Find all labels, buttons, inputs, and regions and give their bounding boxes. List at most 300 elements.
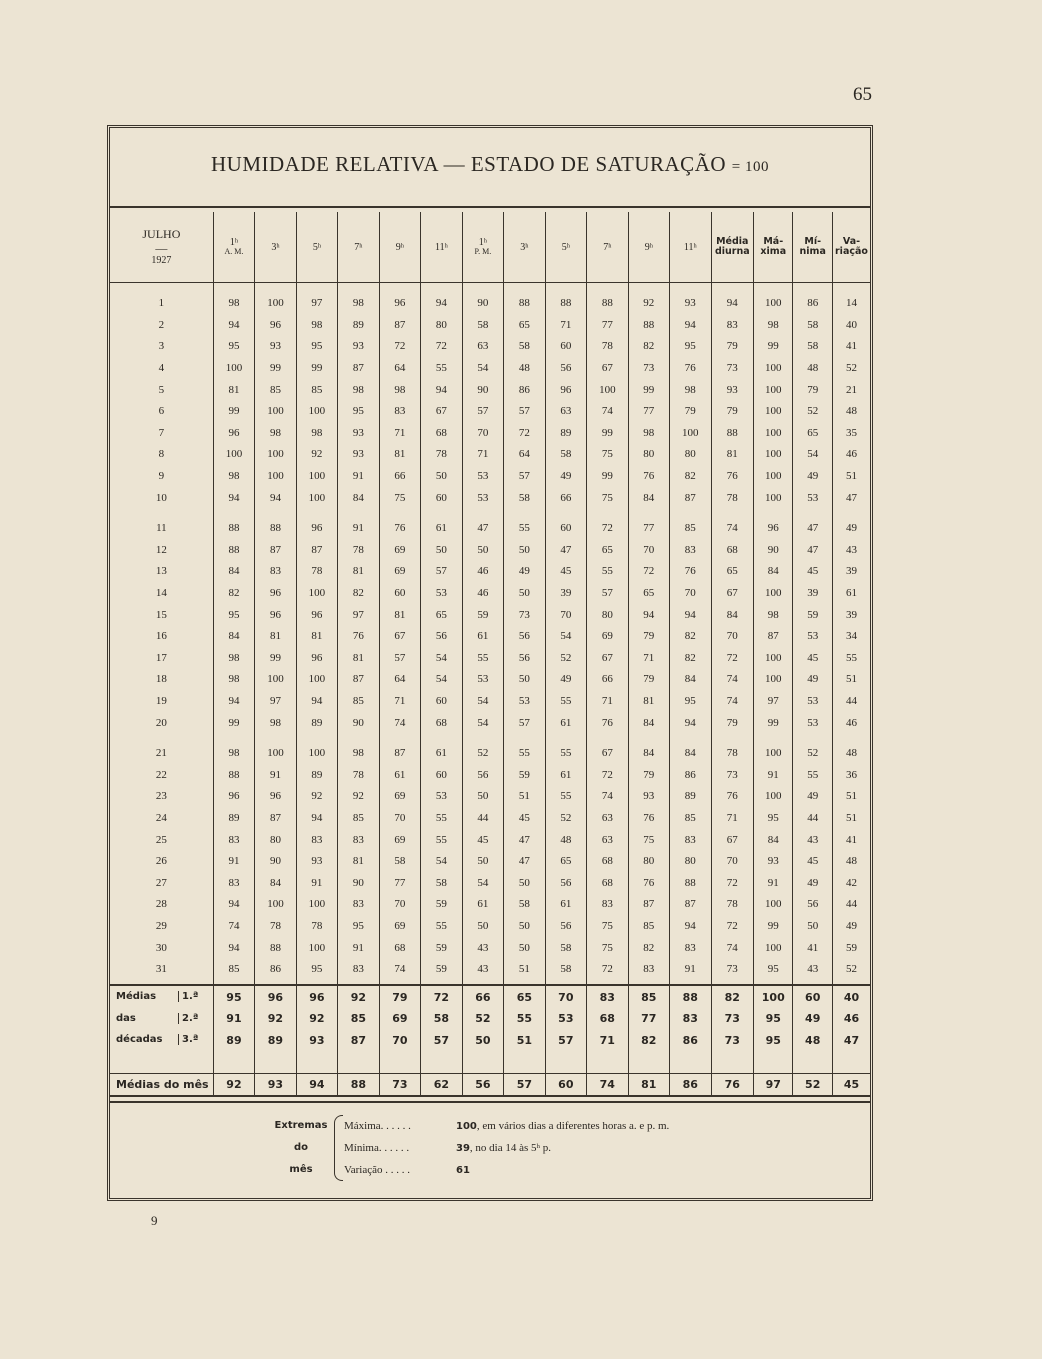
- spacer-cell: [587, 734, 628, 743]
- month-mean-value: 81: [628, 1073, 669, 1096]
- decade-value: 70: [379, 1030, 420, 1052]
- month-mean-value: 52: [793, 1073, 832, 1096]
- value-cell: 87: [338, 358, 379, 380]
- table-row: [110, 466, 870, 488]
- value-cell: 48: [832, 743, 870, 765]
- value-cell: 21: [832, 379, 870, 401]
- value-cell: 53: [421, 786, 462, 808]
- value-cell: 98: [255, 423, 296, 445]
- value-cell: 100: [754, 894, 793, 916]
- spacer-cell: [379, 1051, 420, 1073]
- value-cell: 85: [255, 379, 296, 401]
- value-cell: 58: [504, 487, 545, 509]
- spacer-cell: [670, 509, 711, 518]
- value-cell: 83: [670, 829, 711, 851]
- value-cell: 63: [462, 336, 503, 358]
- value-cell: 87: [255, 808, 296, 830]
- value-cell: 68: [587, 872, 628, 894]
- extremes-label-2: do: [293, 1142, 309, 1153]
- humidity-table: [110, 212, 870, 1097]
- value-cell: 54: [421, 648, 462, 670]
- value-cell: 96: [754, 518, 793, 540]
- value-cell: 77: [379, 872, 420, 894]
- value-cell: 100: [754, 379, 793, 401]
- value-cell: 81: [296, 626, 337, 648]
- hour-header: [462, 212, 503, 283]
- value-cell: 80: [670, 851, 711, 873]
- value-cell: 75: [379, 487, 420, 509]
- value-cell: 78: [296, 916, 337, 938]
- decade-value: 69: [379, 1008, 420, 1030]
- value-cell: 57: [379, 648, 420, 670]
- day-cell: 18: [155, 673, 167, 686]
- value-cell: 99: [628, 379, 669, 401]
- value-cell: 93: [255, 336, 296, 358]
- minima-header-line-2: nima: [799, 246, 826, 257]
- value-cell: 56: [545, 872, 586, 894]
- value-cell: 100: [754, 444, 793, 466]
- spacer-row: [110, 283, 870, 294]
- value-cell: 98: [213, 293, 254, 315]
- decade-value: 86: [670, 1030, 711, 1052]
- spacer-cell: [504, 283, 545, 294]
- value-cell: 98: [213, 743, 254, 765]
- value-cell: 65: [587, 540, 628, 562]
- value-cell: 89: [338, 315, 379, 337]
- value-cell: 49: [793, 872, 832, 894]
- value-cell: 55: [545, 786, 586, 808]
- extreme-note: , em vários dias a diferentes horas a. e p. m.: [476, 1120, 670, 1132]
- hour-header: [296, 212, 337, 283]
- decade-value: 40: [832, 985, 870, 1008]
- value-cell: 65: [504, 315, 545, 337]
- value-cell: 99: [255, 358, 296, 380]
- spacer-cell: [421, 734, 462, 743]
- value-cell: 87: [670, 894, 711, 916]
- value-cell: 69: [379, 786, 420, 808]
- value-cell: 43: [793, 959, 832, 981]
- variacao-header: [832, 212, 870, 283]
- decade-value: 71: [587, 1030, 628, 1052]
- value-cell: 65: [628, 583, 669, 605]
- spacer-cell: [545, 509, 586, 518]
- hour-label: 7ʰ: [603, 241, 612, 253]
- month-mean-value: 97: [754, 1073, 793, 1096]
- value-cell: 57: [504, 712, 545, 734]
- value-cell: 55: [504, 518, 545, 540]
- value-cell: 95: [296, 336, 337, 358]
- value-cell: 99: [754, 336, 793, 358]
- value-cell: 74: [711, 518, 754, 540]
- spacer-cell: [255, 734, 296, 743]
- value-cell: 54: [421, 851, 462, 873]
- day-cell: 21: [155, 747, 167, 760]
- decade-value: 48: [793, 1030, 832, 1052]
- value-cell: 72: [587, 764, 628, 786]
- value-cell: 100: [255, 743, 296, 765]
- value-cell: 71: [462, 444, 503, 466]
- table-body: [110, 283, 870, 1097]
- spacer-cell: [754, 509, 793, 518]
- day-cell: 2: [158, 318, 165, 331]
- value-cell: 94: [670, 315, 711, 337]
- value-cell: 79: [711, 401, 754, 423]
- value-cell: 58: [545, 959, 586, 981]
- value-cell: 100: [754, 423, 793, 445]
- table-row: [110, 894, 870, 916]
- value-cell: 95: [338, 401, 379, 423]
- value-cell: 47: [545, 540, 586, 562]
- value-cell: 49: [793, 786, 832, 808]
- hour-header: [379, 212, 420, 283]
- value-cell: 83: [670, 540, 711, 562]
- value-cell: 100: [296, 894, 337, 916]
- value-cell: 50: [462, 786, 503, 808]
- value-cell: 89: [213, 808, 254, 830]
- value-cell: 92: [296, 444, 337, 466]
- value-cell: 60: [421, 691, 462, 713]
- hour-header: [213, 212, 254, 283]
- value-cell: 49: [793, 466, 832, 488]
- value-cell: 74: [711, 691, 754, 713]
- value-cell: 84: [255, 872, 296, 894]
- value-cell: 100: [754, 743, 793, 765]
- value-cell: 78: [296, 561, 337, 583]
- value-cell: 97: [255, 691, 296, 713]
- value-cell: 100: [754, 648, 793, 670]
- value-cell: 54: [462, 712, 503, 734]
- day-cell: 29: [155, 919, 167, 932]
- value-cell: 96: [296, 518, 337, 540]
- decade-value: 57: [421, 1030, 462, 1052]
- value-cell: 74: [213, 916, 254, 938]
- table-row: [110, 872, 870, 894]
- value-cell: 58: [462, 315, 503, 337]
- month-mean-value: 88: [338, 1073, 379, 1096]
- spacer-cell: [670, 1051, 711, 1073]
- value-cell: 81: [379, 444, 420, 466]
- value-cell: 67: [587, 648, 628, 670]
- value-cell: 88: [670, 872, 711, 894]
- value-cell: 93: [338, 444, 379, 466]
- value-cell: 54: [545, 626, 586, 648]
- value-cell: 93: [754, 851, 793, 873]
- value-cell: 93: [628, 786, 669, 808]
- value-cell: 78: [338, 764, 379, 786]
- value-cell: 90: [462, 379, 503, 401]
- value-cell: 95: [754, 959, 793, 981]
- value-cell: 55: [504, 743, 545, 765]
- value-cell: 53: [462, 487, 503, 509]
- spacer-cell: [832, 1051, 870, 1073]
- value-cell: 100: [213, 444, 254, 466]
- value-cell: 78: [421, 444, 462, 466]
- extreme-value: 100: [456, 1121, 477, 1132]
- table-row: [110, 444, 870, 466]
- value-cell: 98: [213, 669, 254, 691]
- value-cell: 100: [754, 786, 793, 808]
- value-cell: 72: [711, 916, 754, 938]
- value-cell: 94: [213, 691, 254, 713]
- value-cell: 54: [421, 669, 462, 691]
- value-cell: 76: [628, 872, 669, 894]
- value-cell: 52: [832, 959, 870, 981]
- value-cell: 98: [296, 423, 337, 445]
- spacer-cell: [670, 283, 711, 294]
- decade-value: 77: [628, 1008, 669, 1030]
- day-cell: 27: [155, 876, 167, 889]
- value-cell: 46: [462, 561, 503, 583]
- value-cell: 99: [296, 358, 337, 380]
- value-cell: 100: [296, 669, 337, 691]
- value-cell: 46: [832, 444, 870, 466]
- value-cell: 100: [587, 379, 628, 401]
- value-cell: 81: [255, 626, 296, 648]
- value-cell: 58: [421, 872, 462, 894]
- decade-label-text: décadas: [116, 1034, 163, 1046]
- value-cell: 39: [545, 583, 586, 605]
- value-cell: 63: [587, 829, 628, 851]
- spacer-cell: [754, 283, 793, 294]
- spacer-cell: [379, 509, 420, 518]
- value-cell: 49: [832, 916, 870, 938]
- value-cell: 72: [628, 561, 669, 583]
- value-cell: 70: [628, 540, 669, 562]
- value-cell: 100: [754, 583, 793, 605]
- value-cell: 84: [711, 604, 754, 626]
- value-cell: 64: [379, 358, 420, 380]
- value-cell: 91: [670, 959, 711, 981]
- spacer-cell: [110, 1051, 213, 1073]
- value-cell: 75: [587, 487, 628, 509]
- value-cell: 53: [421, 583, 462, 605]
- value-cell: 94: [670, 916, 711, 938]
- day-cell: 14: [155, 587, 167, 600]
- spacer-cell: [213, 1051, 254, 1073]
- decade-value: 89: [255, 1030, 296, 1052]
- value-cell: 94: [421, 293, 462, 315]
- spacer-cell: [379, 283, 420, 294]
- value-cell: 68: [711, 540, 754, 562]
- hour-label: 11ʰ: [683, 241, 697, 253]
- decade-value: 87: [338, 1030, 379, 1052]
- value-cell: 45: [793, 561, 832, 583]
- decade-value: 51: [504, 1030, 545, 1052]
- hour-label: 9ʰ: [644, 241, 653, 253]
- value-cell: 70: [462, 423, 503, 445]
- value-cell: 83: [628, 959, 669, 981]
- value-cell: 57: [504, 401, 545, 423]
- spacer-cell: [754, 1051, 793, 1073]
- value-cell: 85: [296, 379, 337, 401]
- value-cell: 14: [832, 293, 870, 315]
- media-diurna-header: [711, 212, 754, 283]
- value-cell: 88: [504, 293, 545, 315]
- value-cell: 90: [255, 851, 296, 873]
- value-cell: 100: [296, 743, 337, 765]
- media-diurna-header-line-2: diurna: [714, 246, 750, 257]
- spacer-cell: [793, 734, 832, 743]
- day-cell: 22: [155, 768, 167, 781]
- value-cell: 67: [711, 583, 754, 605]
- table-row: [110, 916, 870, 938]
- value-cell: 94: [213, 315, 254, 337]
- decade-value: 47: [832, 1030, 870, 1052]
- value-cell: 82: [670, 626, 711, 648]
- value-cell: 89: [670, 786, 711, 808]
- spacer-cell: [670, 734, 711, 743]
- value-cell: 84: [754, 829, 793, 851]
- decade-value: 96: [296, 985, 337, 1008]
- value-cell: 90: [338, 712, 379, 734]
- value-cell: 57: [587, 583, 628, 605]
- value-cell: 87: [379, 743, 420, 765]
- month-mean-value: 60: [545, 1073, 586, 1096]
- table-row: [110, 315, 870, 337]
- value-cell: 71: [379, 691, 420, 713]
- spacer-cell: [545, 734, 586, 743]
- value-cell: 77: [587, 315, 628, 337]
- spacer-cell: [110, 734, 213, 743]
- value-cell: 61: [462, 626, 503, 648]
- decade-value: 82: [711, 985, 754, 1008]
- hour-header: [587, 212, 628, 283]
- value-cell: 73: [711, 959, 754, 981]
- value-cell: 70: [711, 851, 754, 873]
- value-cell: 50: [504, 937, 545, 959]
- extreme-key: Máxima. . . . . .: [344, 1120, 411, 1132]
- value-cell: 93: [711, 379, 754, 401]
- value-cell: 60: [545, 336, 586, 358]
- month-mean-value: 56: [462, 1073, 503, 1096]
- variacao-header-line-2: riação: [835, 246, 868, 257]
- day-cell: 23: [155, 790, 167, 803]
- decade-value: 83: [587, 985, 628, 1008]
- value-cell: 51: [504, 959, 545, 981]
- value-cell: 65: [421, 604, 462, 626]
- decade-value: 85: [628, 985, 669, 1008]
- value-cell: 36: [832, 764, 870, 786]
- value-cell: 87: [379, 315, 420, 337]
- value-cell: 53: [462, 669, 503, 691]
- day-cell: 1: [158, 297, 165, 310]
- spacer-cell: [296, 283, 337, 294]
- value-cell: 100: [255, 444, 296, 466]
- extreme-row: [344, 1137, 669, 1159]
- value-cell: 86: [504, 379, 545, 401]
- value-cell: 52: [793, 743, 832, 765]
- spacer-cell: [421, 283, 462, 294]
- table-title: [110, 152, 870, 177]
- value-cell: 97: [338, 604, 379, 626]
- value-cell: 49: [832, 518, 870, 540]
- value-cell: 80: [628, 851, 669, 873]
- table-row: [110, 561, 870, 583]
- hour-label: 5ʰ: [312, 241, 322, 253]
- value-cell: 78: [711, 743, 754, 765]
- value-cell: 51: [504, 786, 545, 808]
- spacer-cell: [793, 509, 832, 518]
- spacer-cell: [711, 1051, 754, 1073]
- day-cell: 7: [158, 426, 165, 439]
- table-row: [110, 764, 870, 786]
- decade-value: 79: [379, 985, 420, 1008]
- value-cell: 85: [670, 808, 711, 830]
- month-mean-value: 94: [296, 1073, 337, 1096]
- table-row: [110, 808, 870, 830]
- month-mean-value: 74: [587, 1073, 628, 1096]
- hour-header: [255, 212, 296, 283]
- decade-value: 68: [587, 1008, 628, 1030]
- value-cell: 94: [421, 379, 462, 401]
- table-row: [110, 379, 870, 401]
- value-cell: 52: [462, 743, 503, 765]
- value-cell: 88: [255, 518, 296, 540]
- value-cell: 81: [338, 648, 379, 670]
- decade-value: 95: [754, 1008, 793, 1030]
- value-cell: 83: [296, 829, 337, 851]
- value-cell: 58: [793, 336, 832, 358]
- value-cell: 98: [255, 712, 296, 734]
- value-cell: 45: [462, 829, 503, 851]
- value-cell: 56: [545, 916, 586, 938]
- value-cell: 64: [504, 444, 545, 466]
- extremes-label-1: Extremas: [274, 1120, 328, 1131]
- value-cell: 82: [338, 583, 379, 605]
- hour-label: 1ʰ: [229, 237, 239, 249]
- extreme-key: Mínima. . . . . .: [344, 1142, 410, 1154]
- value-cell: 76: [670, 561, 711, 583]
- value-cell: 73: [711, 764, 754, 786]
- value-cell: 100: [754, 466, 793, 488]
- value-cell: 86: [793, 293, 832, 315]
- day-cell: 25: [155, 833, 167, 846]
- value-cell: 68: [587, 851, 628, 873]
- value-cell: 95: [338, 916, 379, 938]
- value-cell: 47: [832, 487, 870, 509]
- value-cell: 95: [670, 336, 711, 358]
- value-cell: 57: [504, 466, 545, 488]
- value-cell: 71: [545, 315, 586, 337]
- value-cell: 92: [628, 293, 669, 315]
- decade-label: [110, 1030, 213, 1052]
- value-cell: 61: [545, 712, 586, 734]
- spacer-cell: [711, 509, 754, 518]
- table-row: [110, 626, 870, 648]
- value-cell: 60: [421, 764, 462, 786]
- value-cell: 54: [793, 444, 832, 466]
- value-cell: 69: [379, 916, 420, 938]
- table-row: [110, 293, 870, 315]
- value-cell: 100: [754, 669, 793, 691]
- value-cell: 83: [379, 401, 420, 423]
- value-cell: 89: [545, 423, 586, 445]
- value-cell: 55: [421, 808, 462, 830]
- value-cell: 67: [421, 401, 462, 423]
- value-cell: 81: [213, 379, 254, 401]
- hour-label: 9ʰ: [395, 241, 404, 253]
- spacer-cell: [462, 734, 503, 743]
- value-cell: 53: [793, 626, 832, 648]
- hour-header: [628, 212, 669, 283]
- value-cell: 55: [545, 691, 586, 713]
- value-cell: 50: [504, 872, 545, 894]
- value-cell: 92: [338, 786, 379, 808]
- decade-row: [110, 1030, 870, 1052]
- value-cell: 79: [711, 336, 754, 358]
- value-cell: 81: [338, 851, 379, 873]
- extreme-value: 39: [456, 1143, 470, 1154]
